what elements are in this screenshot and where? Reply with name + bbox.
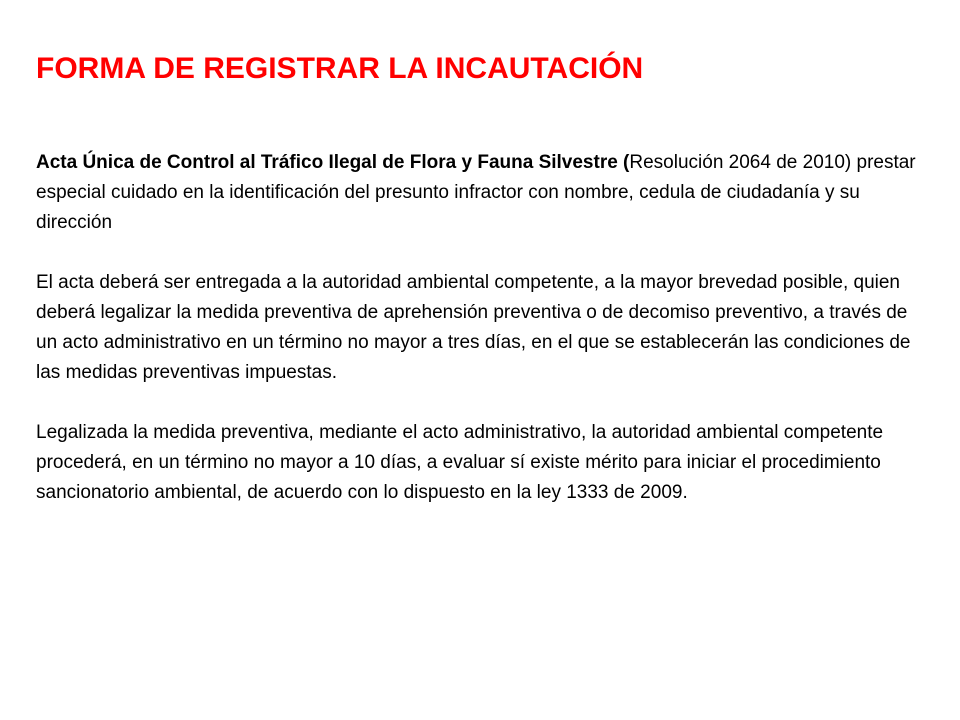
paragraph-bold-lead: Acta Única de Control al Tráfico Ilegal de Flora y Fauna Silvestre ( bbox=[36, 152, 630, 173]
slide-title: FORMA DE REGISTRAR LA INCAUTACIÓN bbox=[36, 52, 644, 85]
paragraph-entrega-acta: El acta deberá ser entregada a la autoridad ambiental competente, a la mayor brevedad posible, quien deberá legalizar la medida preventiva de aprehensión preventiva o de decomiso preventivo, a través de un acto administrativo en un término no mayor a tres días, en el que se establecerán las condiciones de las medidas preventivas impuestas. bbox=[36, 272, 911, 383]
paragraph-text: Resolución 2064 de 2010) prestar especial cuidado en la identificación del presunto infractor con nombre, cedula de ciudadanía y su dirección bbox=[36, 152, 916, 233]
paragraph-acta-unica bbox=[36, 148, 916, 238]
slide-body bbox=[36, 148, 916, 508]
paragraph-legalizada-medida: Legalizada la medida preventiva, mediante el acto administrativo, la autoridad ambiental competente procederá, en un término no mayor a 10 días, a evaluar sí existe mérito para iniciar el procedimiento sancionatorio ambiental, de acuerdo con lo dispuesto en la ley 1333 de 2009. bbox=[36, 422, 884, 503]
